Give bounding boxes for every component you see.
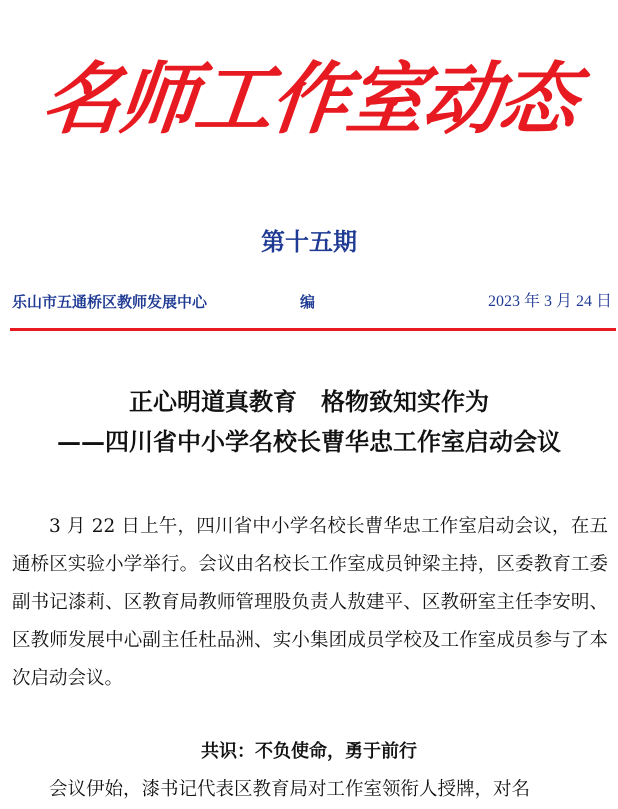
article-title	[0, 382, 618, 462]
article-title-subtitle: ——四川省中小学名校长曹华忠工作室启动会议	[57, 427, 561, 456]
article-title-main: 正心明道真教育 格物致知实作为	[129, 387, 489, 416]
section-subheading: 共识：不负使命，勇于前行	[201, 741, 417, 762]
masthead-title: 名师工作室动态	[38, 55, 580, 145]
edit-mark: 编	[300, 293, 316, 311]
issue-number: 第十五期	[261, 228, 357, 256]
publication-date: 2023 年 3 月 24 日	[487, 293, 612, 310]
publisher-name: 乐山市五通桥区教师发展中心	[12, 293, 208, 311]
publication-info-line	[12, 290, 612, 314]
article-paragraph-2: 会议伊始，漆书记代表区教育局对工作室领衔人授牌，对名	[49, 779, 531, 800]
article-paragraph-1: 3 月 22 日上午，四川省中小学名校长曹华忠工作室启动会议，在五通桥区实验小学举行。会议由名校长工作室成员钟梁主持，区委教育工委副书记漆莉、区教育局教师管理股负责人敖建平、区教研室主任李安明、区教师发展中心副主任杜品洲、实小集团成员学校及工作室成员参与了本次启动会议。	[12, 516, 608, 689]
header-divider	[10, 328, 616, 331]
